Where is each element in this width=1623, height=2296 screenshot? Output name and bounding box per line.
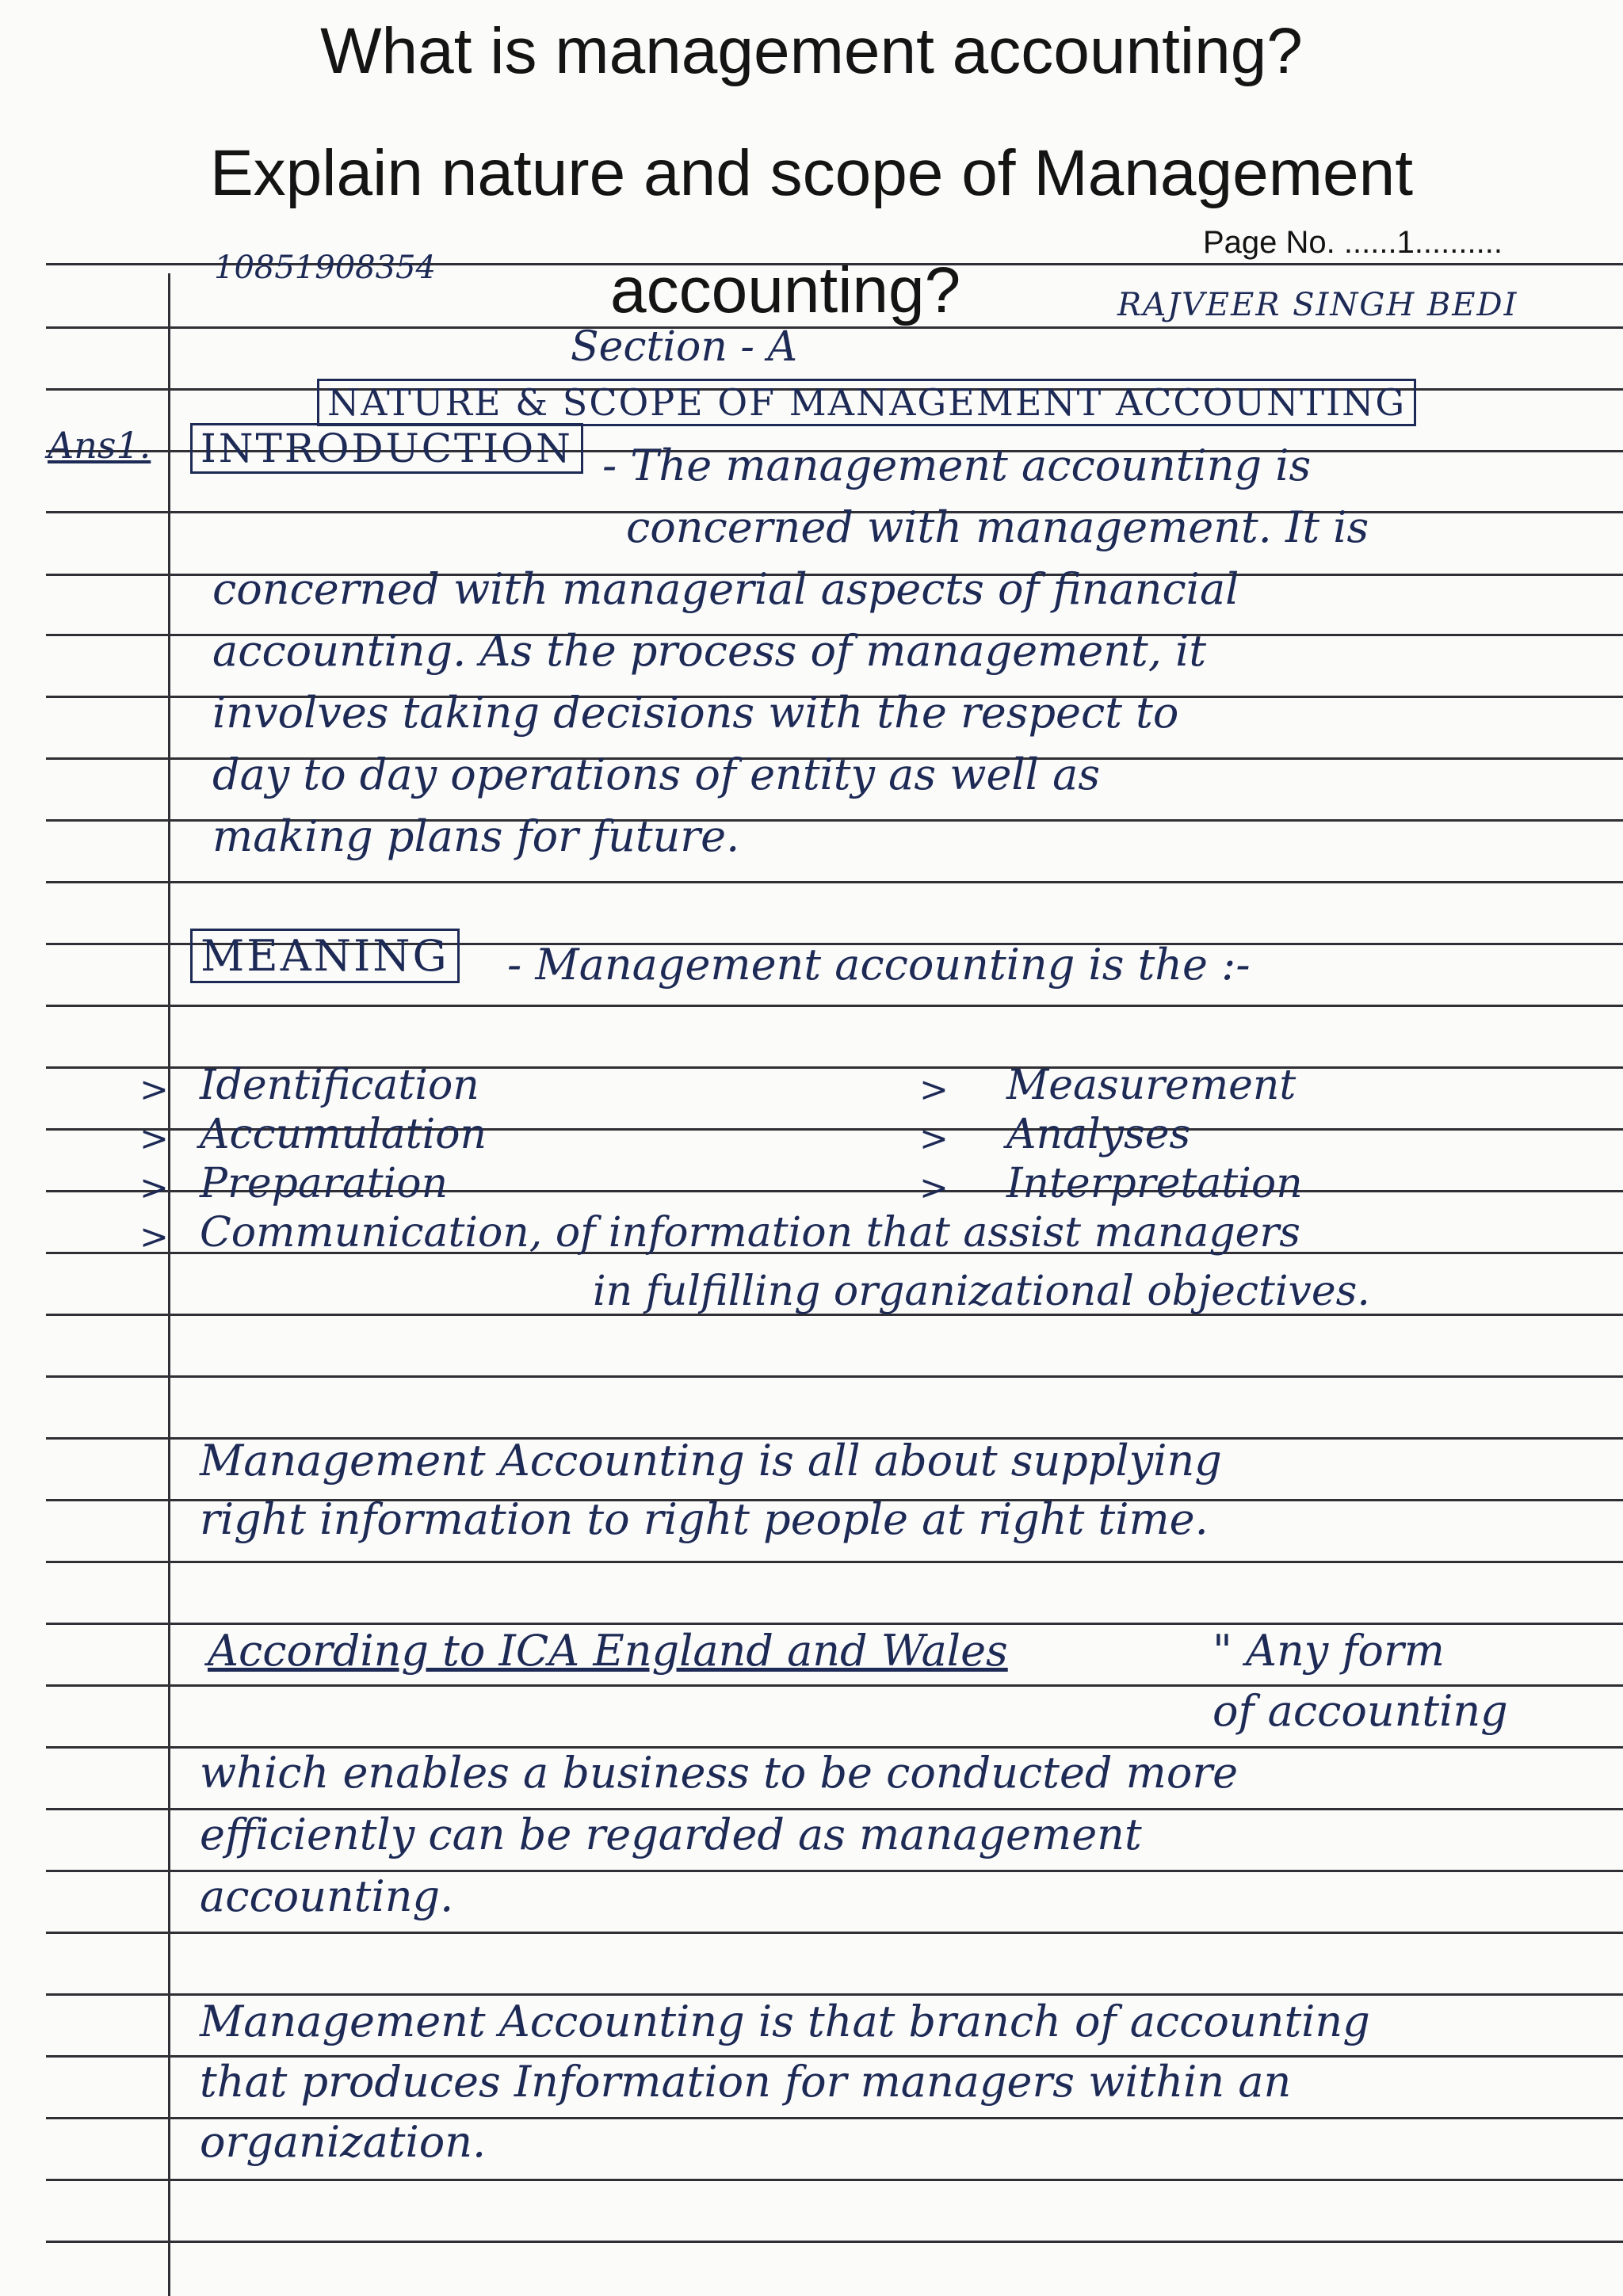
definition-line: efficiently can be regarded as management xyxy=(200,1810,1142,1859)
main-heading: NATURE & SCOPE OF MANAGEMENT ACCOUNTING xyxy=(317,379,1416,426)
list-item: Analyses xyxy=(1006,1111,1191,1158)
section-label: Section - A xyxy=(571,323,798,371)
ruled-line xyxy=(46,2241,1623,2243)
intro-label: INTRODUCTION xyxy=(190,423,583,474)
definition-line: of accounting xyxy=(1212,1686,1508,1736)
ruled-line xyxy=(46,1932,1623,1934)
paragraph-line: Management Accounting is that branch of accounting xyxy=(200,1997,1370,2046)
list-item: Interpretation xyxy=(1006,1160,1303,1207)
bullet-arrow: > xyxy=(139,1070,169,1110)
title-line-1: What is management accounting? xyxy=(320,15,1303,87)
bullet-arrow: > xyxy=(139,1119,169,1159)
list-item: Identification xyxy=(200,1062,479,1109)
ruled-line xyxy=(46,1993,1623,1996)
ruled-line xyxy=(46,881,1623,883)
definition-line: accounting. xyxy=(200,1871,454,1921)
title-line-3: accounting? xyxy=(610,254,961,326)
list-item: Measurement xyxy=(1006,1062,1296,1109)
ruled-line xyxy=(46,1623,1623,1625)
title-line-2: Explain nature and scope of Management xyxy=(209,137,1413,209)
ruled-line xyxy=(46,1375,1623,1378)
list-continuation: in fulfilling organizational objectives. xyxy=(593,1268,1370,1315)
intro-line: involves taking decisions with the respect to xyxy=(212,688,1179,738)
bullet-arrow: > xyxy=(139,1217,169,1257)
intro-line: making plans for future. xyxy=(212,811,740,861)
intro-line: day to day operations of entity as well as xyxy=(212,749,1101,799)
paragraph-line: organization. xyxy=(200,2117,487,2167)
ruled-line xyxy=(46,1005,1623,1007)
bullet-arrow: > xyxy=(919,1119,949,1159)
meaning-label: MEANING xyxy=(190,929,460,983)
list-item: Accumulation xyxy=(200,1111,487,1158)
definition-line: " Any form xyxy=(1212,1626,1445,1676)
list-item: Communication, of information that assist managers xyxy=(200,1209,1300,1257)
author-name: RAJVEER SINGH BEDI xyxy=(1117,287,1518,323)
list-item: Preparation xyxy=(200,1160,449,1207)
page-number: Page No. ......1.......... xyxy=(1203,225,1503,260)
ruled-line xyxy=(46,2179,1623,2181)
margin-line xyxy=(168,273,170,2296)
answer-label: Ans1. xyxy=(48,424,151,467)
meaning-lead: - Management accounting is the :- xyxy=(507,940,1251,990)
roll-number: 10851908354 xyxy=(214,250,436,286)
intro-line: concerned with managerial aspects of financial xyxy=(212,564,1239,614)
paragraph-line: that produces Information for managers within an xyxy=(200,2057,1292,2107)
bullet-arrow: > xyxy=(139,1168,169,1208)
ruled-line xyxy=(46,1561,1623,1563)
paragraph-line: Management Accounting is all about supplying xyxy=(200,1436,1222,1486)
intro-line: - The management accounting is xyxy=(602,441,1312,490)
bullet-arrow: > xyxy=(919,1168,949,1208)
intro-line: concerned with management. It is xyxy=(626,502,1369,552)
definition-source: According to ICA England and Wales xyxy=(208,1626,1008,1676)
bullet-arrow: > xyxy=(919,1070,949,1110)
intro-line: accounting. As the process of management, it xyxy=(212,626,1207,676)
paragraph-line: right information to right people at right time. xyxy=(200,1494,1209,1544)
definition-line: which enables a business to be conducted more xyxy=(200,1748,1239,1798)
